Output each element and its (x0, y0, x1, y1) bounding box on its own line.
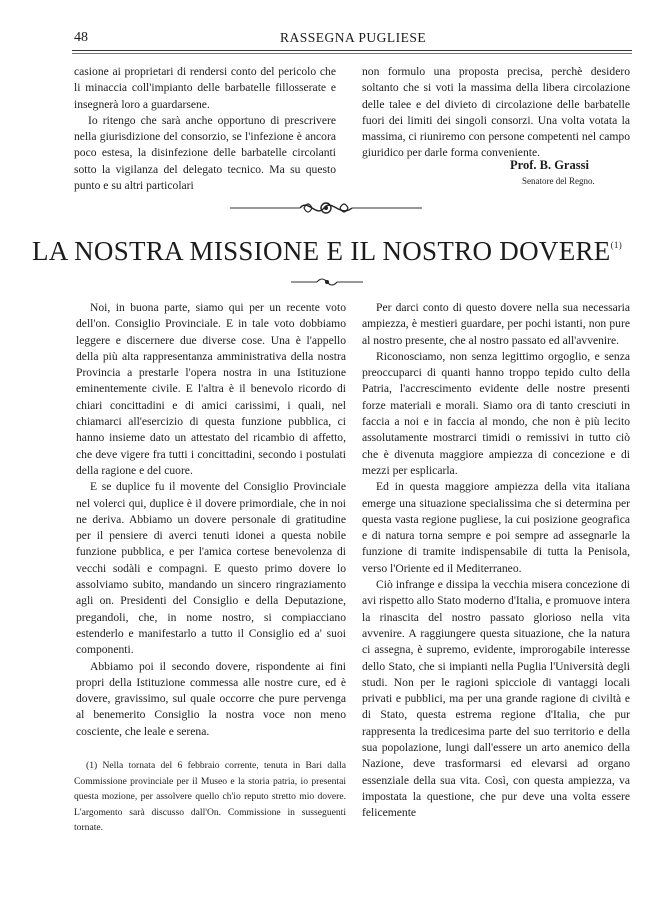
signature-role: Senatore del Regno. (522, 176, 595, 186)
paragraph: Noi, in buona parte, siamo qui per un recente voto dell'on. Consiglio Provinciale. E in tale voto dobbiamo leggere e discernere due diverse cose. Una è l'appello della più alta rappresentanza amministrativa della nostra Provincia a prestarle l'opera nostra in una Istituzione eminentemente civile. E l'altra è il benevolo ricordo di chiari concittadini e di amici carissimi, i quali, nel chiamarci all'esercizio di questa funzione pubblica, ci hanno insieme dato un attestato del ricambio di affetto, che deve vigere fra tutti i concittadini, secondo i postulati della ragione e del cuore. (76, 301, 346, 477)
title-divider-ornament (291, 276, 363, 288)
paragraph: non formulo una proposta precisa, perchè desidero soltanto che si voti la massima della libera circolazione delle talee e del divieto di circolazione delle barbatelle fuori dei limiti dei singoli consorzi. Una volta votata la massima, ci riuniremo con persone competenti nel campo giuridico per darle forma conveniente. (362, 65, 630, 160)
running-header (0, 30, 654, 50)
paragraph: Per darci conto di questo dovere nella sua necessaria ampiezza, è mestieri guardare, per pochi istanti, non pure al nostro presente, che al nostro passato ed all'avvenire. (362, 301, 630, 347)
prev-article-right-column (362, 64, 630, 162)
footnote-marker: (1) (610, 240, 623, 250)
header-rule (72, 50, 632, 51)
article-title-text: LA NOSTRA MISSIONE E IL NOSTRO DOVERE (31, 236, 611, 266)
paragraph: Ed in questa maggiore ampiezza della vita italiana emerge una situazione specialissima che si determina per questa vasta regione pugliese, la cui posizione geografica e di natura torna sempre e poi sempre ad assegnarle la funzione di tramite indispensabile di tutta la Penisola, verso l'Oriente ed il Mediterraneo. (362, 480, 630, 575)
paragraph: Riconosciamo, non senza legittimo orgoglio, e senza preoccuparci di quanti hanno troppo tepido culto della Patria, l'accrescimento evidente delle nostre presenti forze materiali e morali. Siamo ora di tanto cresciuti in faccia a noi e in faccia al mondo, che non è più lecito assolutamente mostrarci timidi o remissivi in tutto ciò che è divenuta maggiore ampiezza di concezione e di mezzi per esplicarla. (362, 349, 630, 477)
footnote-text: (1) Nella tornata del 6 febbraio corrente, tenuta in Bari dalla Commissione provinciale per il Museo e la storia patria, io presentai questa mozione, per assolvere quello ch'io reputo stretto mio dovere. L'argomento sarà discusso dall'On. Commissione in susseguenti tornate. (74, 760, 346, 833)
article-title (0, 236, 654, 267)
paragraph: casione ai proprietari di rendersi conto del pericolo che li minaccia coll'impianto delle barbatelle fillosserate e insegnerà loro a guardarsene. (74, 65, 336, 111)
page-number: 48 (74, 30, 88, 45)
paragraph: Abbiamo poi il secondo dovere, rispondente ai fini propri della Istituzione commessa alle nostre cure, ed è dovere, gravissimo, sul quale occorre che pure pervenga al benemerito Consiglio la nostra voce non meno cosciente, che leale e serena. (76, 659, 346, 738)
fleuron-ornament (228, 196, 424, 220)
header-rule-thin (72, 53, 632, 54)
article-right-column (362, 300, 630, 822)
journal-title: RASSEGNA PUGLIESE (280, 30, 427, 45)
signature-name: Prof. B. Grassi (510, 158, 589, 172)
paragraph: E se duplice fu il movente del Consiglio Provinciale nel volerci qui, duplice è il dovere primordiale, che in noi ne deriva. Abbiamo un dovere personale di gratitudine per il pensiere di averci tenuti idonei a questa nobile funzione pubblica, e per l'amica cortese benevolenza di vecchi sodàli e compagni. E questo primo dovere lo assolviamo subito, mandando un sincero ringraziamento agli on. Presidenti del Consiglio e della Deputazione, pregandoli, che, in nome nostro, si compiacciano estenderlo e manifestarlo a tutto il Consiglio ed a' suoi componenti. (76, 480, 346, 657)
paragraph: Ciò infrange e dissipa la vecchia misera concezione di avi rispetto allo Stato moderno d'Italia, e promuove intera la rinascita del nostro passato glorioso nella vita avvenire. A raggiungere questa situazione, che la natura ci assegna, è supremo, evidente, improrogabile interesse dello Stato, che si impianti nella Puglia l'Università degli studi. Non per le ragioni spicciole di vantaggi locali privati e pubblici, ma per una grande ragione di civiltà e di Stato, questa estrema regione d'Italia, che pur rappresenta la tredicesima parte del suo territorio e della sua popolazione, lungi dall'essere un arto anemico della Nazione, deve trasformarsi ed elevarsi ad organo essenziale della sua vita. Così, con questa ampiezza, va impostata la questione, che pur deve una volta essere felicemente (362, 578, 630, 820)
prev-article-left-column (74, 64, 336, 194)
paragraph: Io ritengo che sarà anche opportuno di prescrivere nella giurisdizione del consorzio, se l'infezione è ancora poco estesa, la disinfezione delle barbatelle circolanti sotto la vigilanza del delegato tecnico. Ma su questo punto e su altri particolari (74, 113, 336, 193)
footnote (74, 758, 346, 836)
article-left-column (76, 300, 346, 740)
